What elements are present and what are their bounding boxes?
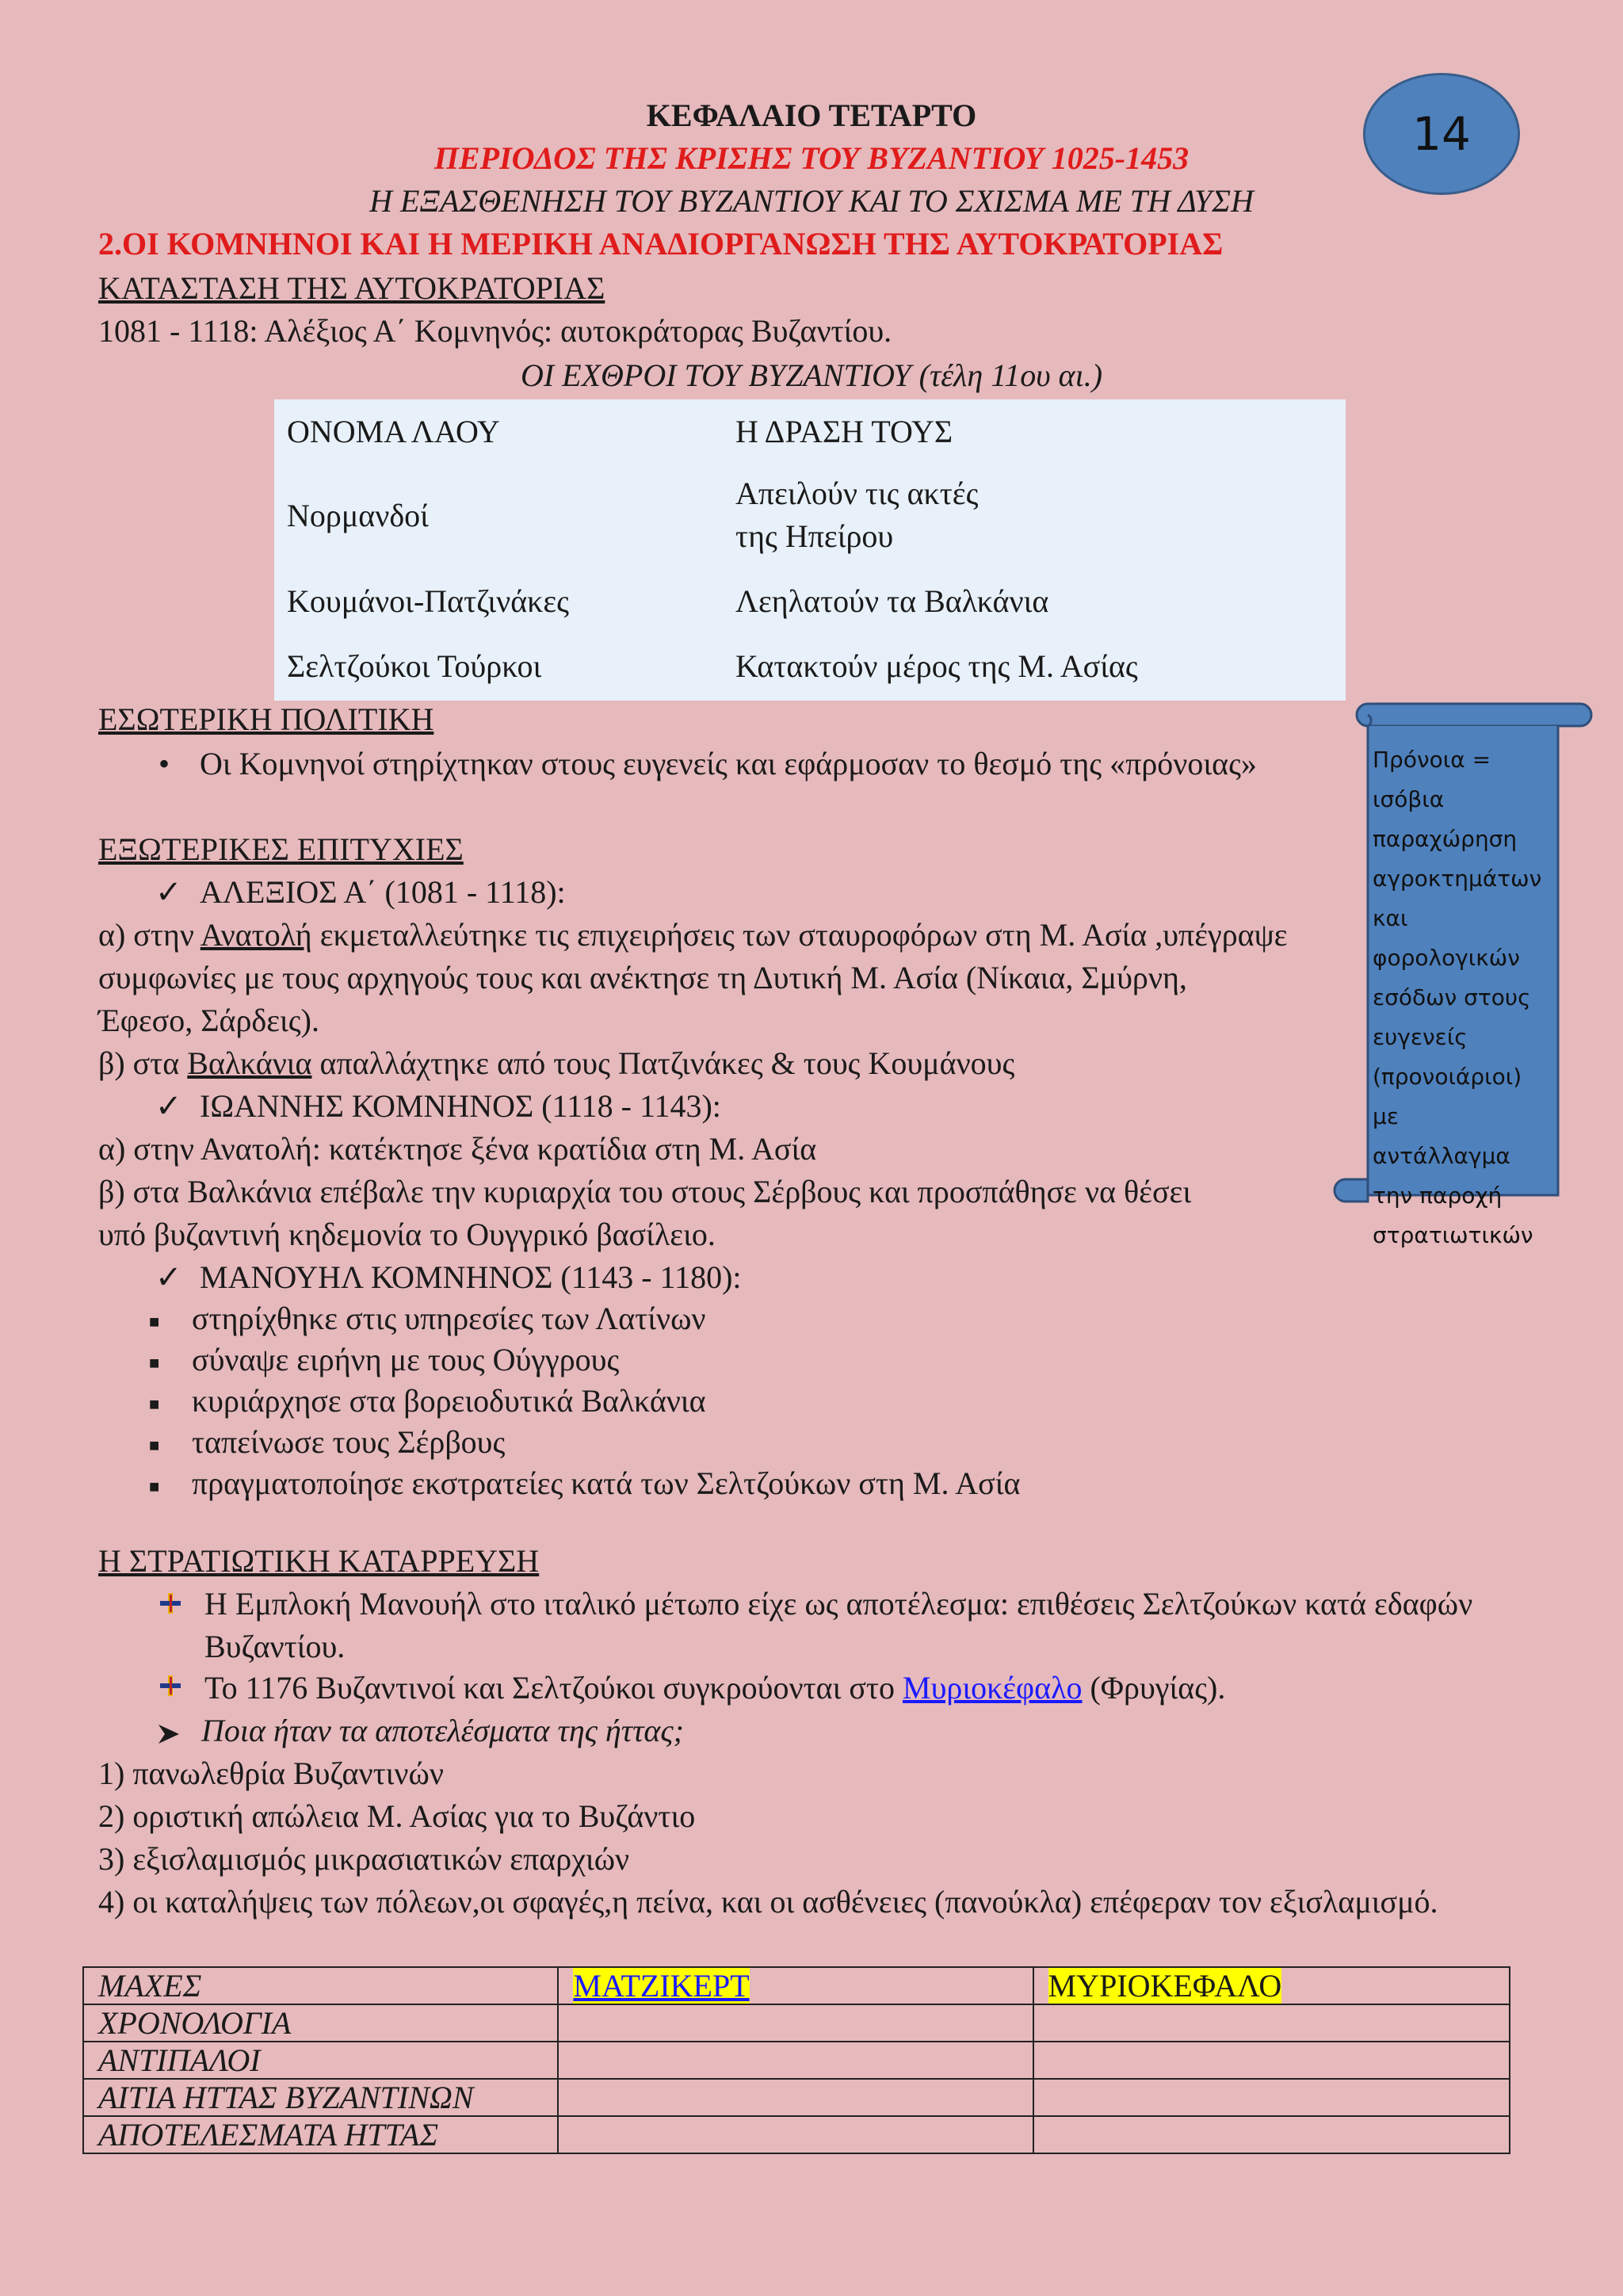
table-cell[interactable]	[558, 2079, 1033, 2116]
list-item-text: πραγματοποίησε εκστρατείες κατά των Σελτζούκων στη Μ. Ασία	[192, 1465, 1021, 1501]
table-cell	[558, 1967, 1033, 2004]
internal-bullet-row	[158, 745, 1257, 783]
arrow-bullet-icon	[155, 1723, 181, 1745]
state-heading: ΚΑΤΑΣΤΑΣΗ ΤΗΣ ΑΥΤΟΚΡΑΤΟΡΙΑΣ	[98, 270, 605, 306]
enemies-col1-header: ΟΝΟΜΑ ΛΑΟΥ	[287, 414, 500, 449]
plus-bullet-icon	[158, 1674, 182, 1698]
list-item-text: ταπείνωσε τους Σέρβους	[192, 1424, 506, 1460]
table-cell[interactable]	[558, 2116, 1033, 2153]
enemies-row-action: Απειλούν τις ακτές	[735, 476, 979, 511]
table-row	[83, 2004, 1510, 2042]
collapse-heading: Η ΣΤΡΑΤΙΩΤΙΚΗ ΚΑΤΑΡΡΕΥΣΗ	[98, 1543, 540, 1579]
chapter-title: ΚΕΦΑΛΑΙΟ ΤΕΤΑΡΤΟ	[646, 97, 977, 133]
ioannis-heading-row	[155, 1087, 721, 1125]
table-cell[interactable]	[1033, 2004, 1510, 2042]
enemies-row-people: Νορμανδοί	[287, 498, 429, 533]
alexios-a-line	[98, 916, 1287, 954]
pronoia-note: Πρόνοια = ισόβια παραχώρηση αγροκτημάτων και φορολογικών εσόδων στους ευγενείς (προνοιάριοι) με αντάλλαγμα την παροχή στρατιωτικών	[1373, 747, 1542, 1248]
list-item-text: στηρίχθηκε στις υπηρεσίες των Λατίνων	[192, 1301, 706, 1336]
result-item: 3) εξισλαμισμός μικρασιατικών επαρχιών	[98, 1841, 630, 1877]
table-row	[83, 2079, 1510, 2116]
table-cell[interactable]	[1033, 2116, 1510, 2153]
ioannis-b-line-2: υπό βυζαντινή κηδεμονία το Ουγγρικό βασίλειο.	[98, 1217, 716, 1252]
alexios-b-prefix: β) στα	[98, 1045, 188, 1081]
result-item: 1) πανωλεθρία Βυζαντινών	[98, 1755, 444, 1791]
table-row	[83, 2042, 1510, 2079]
balkans-term: Βαλκάνια	[187, 1045, 312, 1081]
page-number: 14	[1412, 107, 1471, 161]
checkmark-icon: ✓	[155, 874, 182, 910]
chapter-subtitle: Η ΕΞΑΣΘΕΝΗΣΗ ΤΟΥ ΒΥΖΑΝΤΙΟΥ ΚΑΙ ΤΟ ΣΧΙΣΜΑ ΜΕ ΤΗ ΔΥΣΗ	[369, 183, 1254, 219]
page-number-badge	[1363, 73, 1520, 195]
collapse-p1-line: Η Εμπλοκή Μανουήλ στο ιταλικό μέτωπο είχε ως αποτέλεσμα: επιθέσεις Σελτζούκων κατά εδαφών	[204, 1586, 1473, 1622]
alexios-b-suffix: απαλλάχτηκε από τους Πατζινάκες & τους Κουμάνους	[311, 1045, 1015, 1081]
battles-table	[82, 1966, 1510, 2154]
table-cell[interactable]	[1033, 2042, 1510, 2079]
alexios-a-prefix: α) στην	[98, 917, 200, 953]
table-row	[83, 1967, 1510, 2004]
alexios-a-suffix: εκμεταλλεύτηκε τις επιχειρήσεις των σταυροφόρων στη Μ. Ασία ,υπέγραψε	[311, 917, 1288, 953]
square-bullet-icon: ■	[149, 1311, 160, 1331]
collapse-question-row	[155, 1712, 684, 1750]
ioannis-heading: ΙΩΑΝΝΗΣ ΚΟΜΝΗΝΟΣ (1118 - 1143):	[200, 1088, 721, 1124]
table-cell: ΜΑΧΕΣ	[83, 1967, 558, 2004]
list-item	[149, 1382, 1020, 1423]
table-cell: ΑΙΤΙΑ ΗΤΤΑΣ ΒΥΖΑΝΤΙΝΩΝ	[83, 2079, 558, 2116]
table-cell: ΑΝΤΙΠΑΛΟΙ	[83, 2042, 558, 2079]
list-item	[149, 1341, 1020, 1382]
internal-bullet-text: Οι Κομνηνοί στηρίχτηκαν στους ευγενείς και εφάρμοσαν το θεσμό της «πρόνοιας»	[200, 746, 1257, 781]
anatoli-term: Ανατολή	[200, 917, 312, 953]
table-cell: ΑΠΟΤΕΛΕΣΜΑΤΑ ΗΤΤΑΣ	[83, 2116, 558, 2153]
table-cell	[1033, 1967, 1510, 2004]
ioannis-a-line: α) στην Ανατολή: κατέκτησε ξένα κρατίδια στη Μ. Ασία	[98, 1131, 817, 1167]
square-bullet-icon: ■	[149, 1476, 160, 1496]
enemies-caption: ΟΙ ΕΧΘΡΟΙ ΤΟΥ ΒΥΖΑΝΤΙΟΥ (τέλη 11ου αι.)	[520, 357, 1103, 393]
list-item-text: κυριάρχησε στα βορειοδυτικά Βαλκάνια	[192, 1383, 706, 1419]
section-title: 2.ΟΙ ΚΟΜΝΗΝΟΙ ΚΑΙ Η ΜΕΡΙΚΗ ΑΝΑΔΙΟΡΓΑΝΩΣΗ ΤΗΣ ΑΥΤΟΚΡΑΤΟΡΙΑΣ	[98, 226, 1224, 262]
square-bullet-icon: ■	[149, 1393, 160, 1414]
plus-bullet-icon	[158, 1591, 182, 1615]
list-item-text: σύναψε ειρήνη με τους Ούγγρους	[192, 1342, 620, 1377]
state-line: 1081 - 1118: Αλέξιος Α΄ Κομνηνός: αυτοκράτορας Βυζαντίου.	[98, 313, 892, 349]
result-item: 4) οι καταλήψεις των πόλεων,οι σφαγές,η πείνα, και οι ασθένειες (πανούκλα) επέφεραν τον εξισλαμισμό.	[98, 1884, 1438, 1920]
enemies-row-people: Σελτζούκοι Τούρκοι	[287, 648, 542, 684]
list-item	[149, 1423, 1020, 1465]
manouil-list	[149, 1300, 1020, 1506]
list-item	[149, 1300, 1020, 1341]
matzikert-label[interactable]: ΜΑΤΖΙΚΕΡΤ	[573, 1968, 750, 2004]
checkmark-icon: ✓	[155, 1088, 182, 1124]
enemies-col2-header: Η ΔΡΑΣΗ ΤΟΥΣ	[735, 414, 953, 449]
result-item: 2) οριστική απώλεια Μ. Ασίας για το Βυζάντιο	[98, 1798, 696, 1834]
collapse-p1-line-2: Βυζαντίου.	[204, 1629, 346, 1664]
table-row	[83, 2116, 1510, 2153]
table-cell[interactable]	[558, 2004, 1033, 2042]
enemies-row-action: Κατακτούν μέρος της Μ. Ασίας	[735, 648, 1138, 684]
list-item	[149, 1465, 1020, 1506]
internal-heading: ΕΣΩΤΕΡΙΚΗ ΠΟΛΙΤΙΚΗ	[98, 701, 434, 737]
square-bullet-icon: ■	[149, 1352, 160, 1373]
ioannis-b-line: β) στα Βαλκάνια επέβαλε την κυριαρχία του στους Σέρβους και προσπάθησε να θέσει	[98, 1174, 1192, 1209]
table-cell[interactable]	[1033, 2079, 1510, 2116]
period-title: ΠΕΡΙΟΔΟΣ ΤΗΣ ΚΡΙΣΗΣ ΤΟΥ ΒΥΖΑΝΤΙΟΥ 1025-1453	[433, 140, 1190, 176]
myriokefalo-label: ΜΥΡΙΟΚΕΦΑΛΟ	[1048, 1968, 1282, 2004]
alexios-heading-row	[155, 873, 566, 911]
table-cell[interactable]	[558, 2042, 1033, 2079]
enemies-row-action: της Ηπείρου	[735, 518, 894, 554]
enemies-row-people: Κουμάνοι-Πατζινάκες	[287, 583, 569, 619]
square-bullet-icon: ■	[149, 1435, 160, 1455]
collapse-question: Ποια ήταν τα αποτελέσματα της ήττας;	[201, 1713, 684, 1748]
alexios-b-line	[98, 1045, 1014, 1083]
alexios-a-line-2: συμφωνίες με τους αρχηγούς τους και ανέκτησε τη Δυτική Μ. Ασία (Νίκαια, Σμύρνη,	[98, 960, 1187, 995]
enemies-table	[274, 399, 1346, 701]
enemies-row-action: Λεηλατούν τα Βαλκάνια	[735, 583, 1049, 619]
collapse-p2-suffix: (Φρυγίας).	[1082, 1670, 1226, 1706]
bullet-dot-icon: •	[158, 746, 170, 781]
manouil-heading-row	[155, 1259, 742, 1297]
checkmark-icon: ✓	[155, 1259, 182, 1295]
alexios-heading: ΑΛΕΞΙΟΣ Α΄ (1081 - 1118):	[200, 874, 566, 910]
collapse-p2-line	[204, 1669, 1225, 1707]
table-cell: ΧΡΟΝΟΛΟΓΙΑ	[83, 2004, 558, 2042]
myriokefalo-link[interactable]: Μυριοκέφαλο	[903, 1670, 1083, 1706]
manouil-heading: ΜΑΝΟΥΗΛ ΚΟΜΝΗΝΟΣ (1143 - 1180):	[200, 1259, 742, 1295]
collapse-p2-prefix: Το 1176 Βυζαντινοί και Σελτζούκοι συγκρούονται στο	[204, 1670, 903, 1706]
external-heading: ΕΞΩΤΕΡΙΚΕΣ ΕΠΙΤΥΧΙΕΣ	[98, 831, 464, 867]
alexios-a-line-3: Έφεσο, Σάρδεις).	[98, 1003, 319, 1038]
